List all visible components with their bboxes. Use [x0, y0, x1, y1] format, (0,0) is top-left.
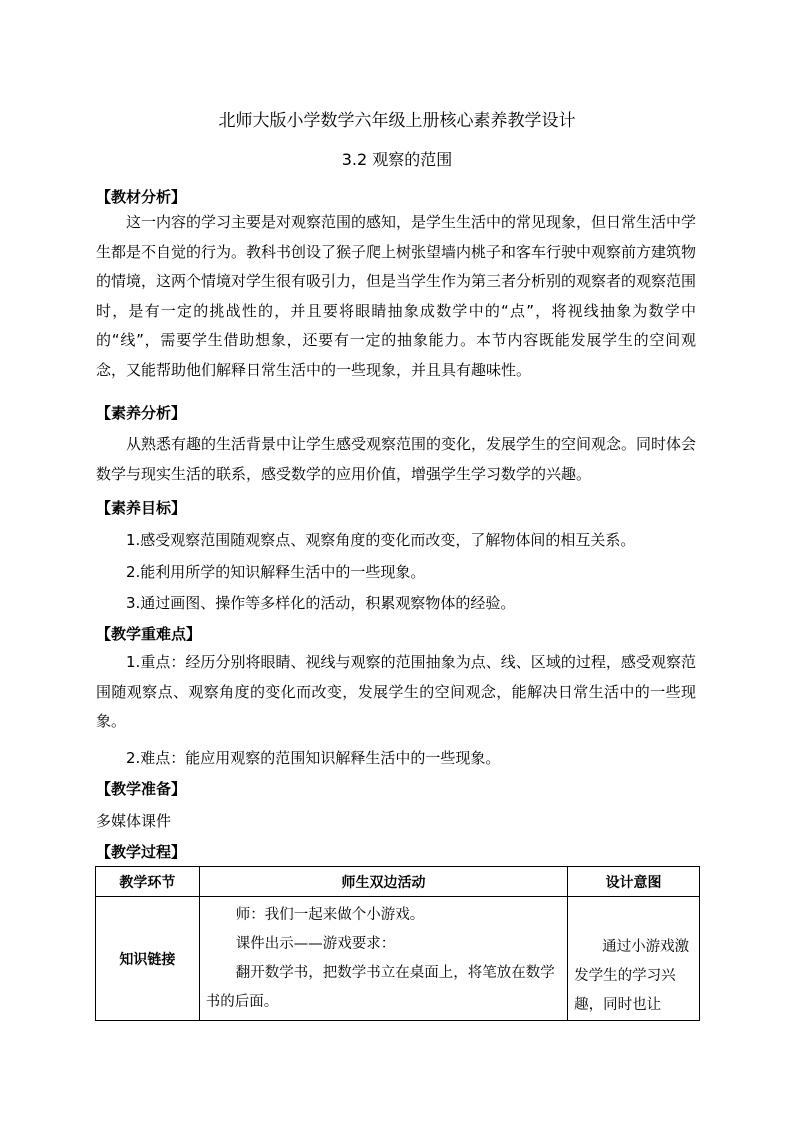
preparation-text: 多媒体课件 [96, 812, 172, 830]
lesson-title: 3.2 观察的范围 [341, 150, 453, 169]
table-header-activities: 师生双边活动 [199, 867, 567, 897]
table-header-intent: 设计意图 [568, 867, 700, 897]
table-header-stage: 教学环节 [96, 867, 200, 897]
activities-cell [199, 897, 567, 1021]
activity-line: 师：我们一起来做个小游戏。 [235, 906, 425, 923]
goal-item: 2.能利用所学的知识解释生活中的一些现象。 [126, 563, 426, 581]
activity-line: 课件出示——游戏要求： [235, 935, 396, 952]
stage-cell: 知识链接 [96, 897, 200, 1021]
document-title: 北师大版小学数学六年级上册核心素养教学设计 [218, 111, 576, 131]
table-row [96, 897, 700, 1021]
section-heading-key-points: 【教学重难点】 [96, 625, 202, 643]
teaching-process-table [95, 866, 700, 1021]
table-header-row [96, 867, 700, 897]
difficult-point-text: 2.难点：能应用观察的范围知识解释生活中的一些现象。 [126, 749, 501, 767]
activity-line: 翻开数学书，把数学书立在桌面上，将笔放在数学书的后面。 [205, 964, 555, 1010]
section-heading-process: 【教学过程】 [96, 843, 187, 861]
literacy-analysis-text: 从熟悉有趣的生活背景中让学生感受观察范围的变化，发展学生的空间观念。同时体会数学与现实生活的联系，感受数学的应用价值，增强学生学习数学的兴趣。 [96, 435, 697, 483]
section-heading-literacy-analysis: 【素养分析】 [96, 404, 187, 422]
goal-item: 1.感受观察范围随观察点、观察角度的变化而改变，了解物体间的相互关系。 [126, 531, 636, 549]
section-heading-preparation: 【教学准备】 [96, 780, 187, 798]
intent-text: 通过小游戏激发学生的学习兴趣，同时也让 [574, 939, 690, 1013]
textbook-analysis-text: 这一内容的学习主要是对观察范围的感知，是学生生活中的常见现象，但日常生活中学生都是不自觉的行为。教科书创设了猴子爬上树张望墙内桃子和客车行驶中观察前方建筑物的情境，这两个情境对学生很有吸引力，但是当学生作为第三者分析别的观察者的观察范围时，是有一定的挑战性的，并且要将眼睛抽象成数学中的“点”，将视线抽象为数学中的“线”，需要学生借助想象，还要有一定的抽象能力。本节内容既能发展学生的空间观念，又能帮助他们解释日常生活中的一些现象，并且具有趣味性。 [96, 213, 697, 379]
section-heading-literacy-goals: 【素养目标】 [96, 499, 187, 517]
goal-item: 3.通过画图、操作等多样化的活动，积累观察物体的经验。 [126, 594, 516, 612]
section-heading-textbook-analysis: 【教材分析】 [96, 188, 187, 206]
key-point-text: 1.重点：经历分别将眼睛、视线与观察的范围抽象为点、线、区域的过程，感受观察范围随观察点、观察角度的变化而改变，发展学生的空间观念，能解决日常生活中的一些现象。 [96, 653, 696, 730]
intent-cell [568, 897, 700, 1021]
